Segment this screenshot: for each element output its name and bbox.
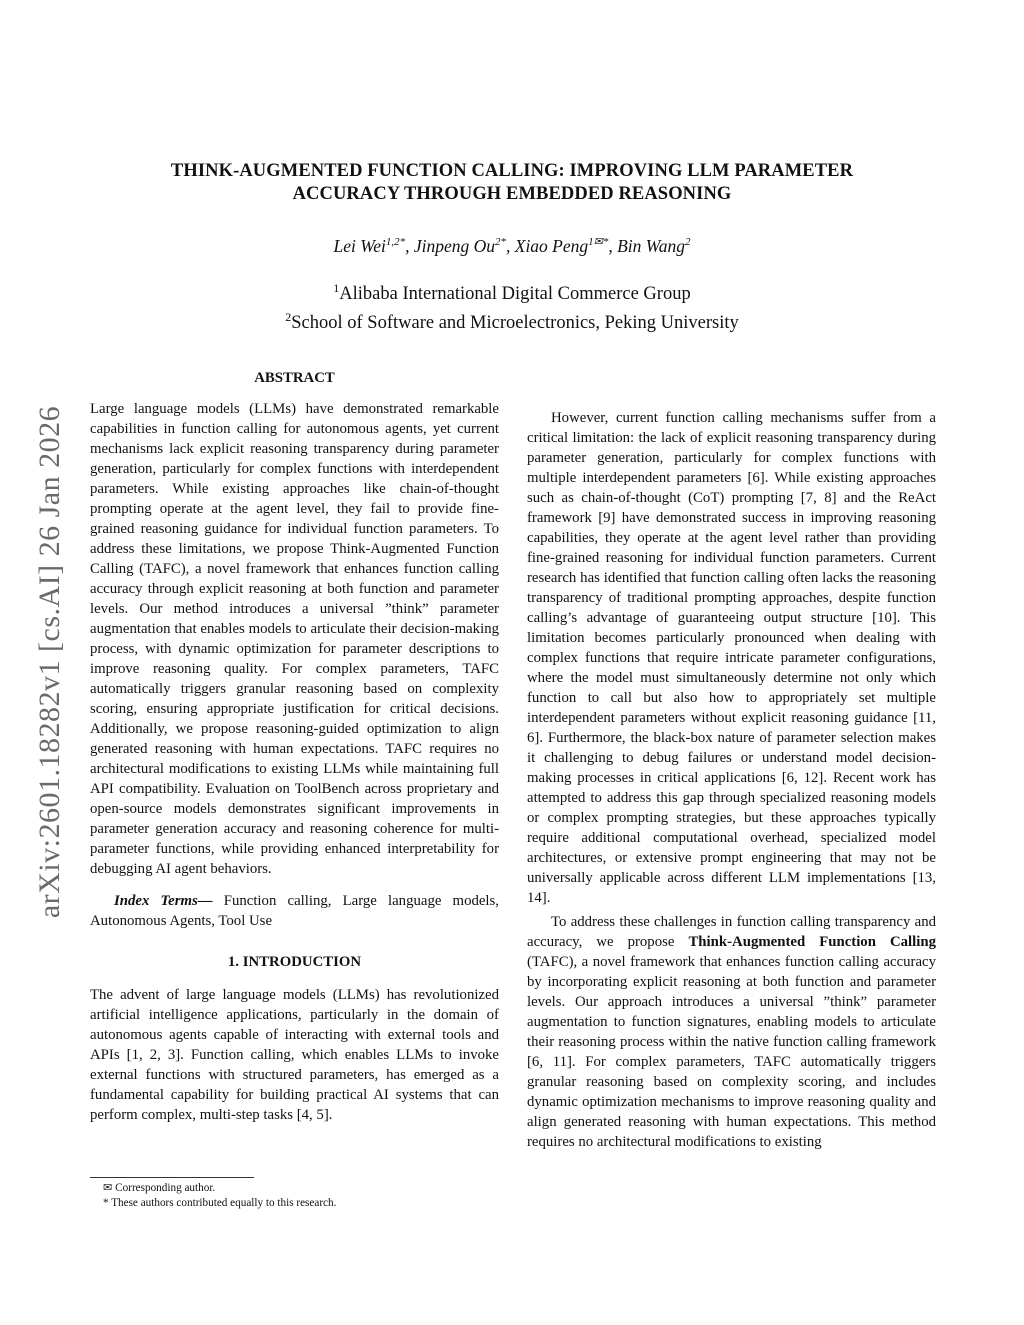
index-terms-label: Index Terms—: [114, 893, 213, 909]
footnote-divider: [90, 1177, 254, 1178]
affiliation-2: $^2$School of Software and Microelectronics, Peking University: [285, 310, 739, 334]
author-name: Lei Wei: [333, 235, 386, 256]
footnote-equal-contribution: * These authors contributed equally to this research.: [103, 1197, 337, 1209]
index-terms-text: Function calling, Large language models, Autonomous Agents, Tool Use: [90, 893, 499, 929]
footnote-corresponding-author: ✉ Corresponding author.: [103, 1182, 216, 1194]
author-affiliation-mark: 2: [685, 236, 691, 248]
title-line-1: THINK-AUGMENTED FUNCTION CALLING: IMPROVING LLM PARAMETER: [170, 161, 854, 181]
author-affiliation-mark: 1✉*: [588, 236, 609, 248]
abstract-text: Large language models (LLMs) have demonstrated remarkable capabilities in function calling for autonomous agents, yet current mechanisms lack explicit reasoning transparency during parameter generation, particularly for complex functions with interdependent parameters. While existing approaches like chain-of-thought prompting operate at the agent level, they fail to provide fine-grained reasoning guidance for individual function parameters. To address these limitations, we propose Think-Augmented Function Calling (TAFC), a novel framework that enhances function calling accuracy through explicit reasoning at both function and parameter levels. Our method introduces a universal ”think” parameter augmentation that enables models to articulate their decision-making process, with dynamic optimization for parameter descriptions to improve reasoning quality. For complex parameters, TAFC automatically triggers granular reasoning based on complexity scoring, ensuring appropriate justification for critical decisions. Additionally, we propose reasoning-guided optimization to align generated reasoning with human expectations. TAFC requires no architectural modifications to existing LLMs while maintaining full API compatibility. Evaluation on ToolBench across proprietary and open-source models demonstrates significant improvements in parameter generation accuracy and reasoning coherence for multi-parameter functions, while providing enhanced interpretability for debugging AI agent behaviors.: [90, 401, 499, 877]
index-terms: [90, 891, 499, 931]
author-name: Bin Wang: [617, 235, 686, 256]
introduction-paragraph-1: The advent of large language models (LLMs) has revolutionized artificial intelligence applications, particularly in the domain of autonomous agents capable of interacting with external tools and APIs [1, 2, 3]. Function calling, which enables LLMs to invoke external functions with structured parameters, has emerged as a fundamental capability for building practical AI systems that can perform complex, multi-step tasks [4, 5].: [90, 987, 499, 1123]
author-list: Lei Wei$^{1,2*}$, Jinpeng $Ou^{2*}$, Xiao Peng$^{1✉*}$, Bin Wang$^2$: [333, 235, 691, 256]
author-name: Jinpeng Ou: [413, 235, 495, 256]
affiliation-1: $^1$Alibaba International Digital Commerce Group: [333, 281, 691, 305]
introduction-heading: 1. INTRODUCTION: [227, 954, 362, 970]
arxiv-identifier: arXiv:2601.18282v1 [cs.AI] 26 Jan 2026: [33, 405, 66, 919]
author-affiliation-mark: 2*: [495, 236, 506, 248]
left-column: [90, 368, 499, 1125]
affiliations: [100, 277, 924, 335]
footnotes: [103, 1181, 336, 1211]
paper-title: [100, 160, 924, 206]
introduction-paragraph-3: To address these challenges in function calling transparency and accuracy, we propose Think-Augmented Function Calling (TAFC), a novel framework that enhances function calling accuracy by incorporating explicit reasoning at both function and parameter levels. Our approach introduces a universal ”think” parameter augmentation to function signatures, enabling models to articulate their reasoning process within the native function calling framework [6, 11]. For complex parameters, TAFC automatically triggers granular reasoning based on complexity scoring, and includes dynamic optimization mechanisms to improve reasoning quality and align generated reasoning with human expectations. This method requires no architectural modifications to existing: [527, 914, 936, 1150]
author-name: Xiao Peng: [514, 235, 589, 256]
right-column: [527, 368, 936, 1152]
introduction-paragraph-2: However, current function calling mechanisms suffer from a critical limitation: the lack of explicit reasoning transparency during parameter generation, particularly for complex functions with multiple interdependent parameters [6]. While existing approaches such as chain-of-thought (CoT) prompting [7, 8] and the ReAct framework [9] have demonstrated success in improving reasoning capabilities, they operate at the agent level rather than providing fine-grained reasoning for individual function parameters. Current research has identified that function calling often lacks the reasoning transparency of traditional prompting approaches, despite function calling’s advantage of guaranteeing output structure [10]. This limitation becomes particularly pronounced when dealing with complex functions that require intricate parameter configurations, where the model must simultaneously determine not only which function to call but also how to appropriately set multiple interdependent parameters without explicit reasoning guidance [11, 6]. Furthermore, the black-box nature of parameter selection makes it challenging to debug failures or understand model decision-making processes in critical applications [6, 12]. Recent work has attempted to address this gap through specialized reasoning models or complex prompting strategies, but these approaches typically require additional computational overhead, specialized model architectures, or extensive prompt engineering that may not be universally applicable across different LLM implementations [13, 14].: [527, 410, 936, 906]
title-line-2: ACCURACY THROUGH EMBEDDED REASONING: [292, 184, 732, 204]
author-affiliation-mark: 1,2*: [385, 236, 406, 248]
abstract-heading: ABSTRACT: [254, 370, 335, 386]
framework-name: Think-Augmented Function Calling: [688, 934, 936, 950]
